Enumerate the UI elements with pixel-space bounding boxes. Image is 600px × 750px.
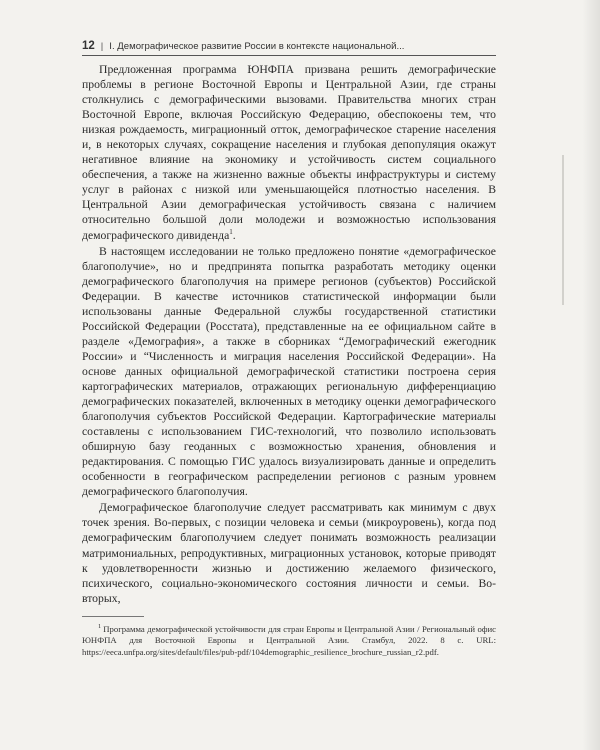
footnote-divider	[82, 616, 144, 617]
paragraph-2: В настоящем исследовании не только предложено понятие «демографическое благополучие», но и предпринята попытка разработать методику оценки демографического благополучия на примере регионов (субъектов) Российской Федерации. В качестве источников статистической информации были использованы данные Федеральной службы государственной статистики Российской Федерации (Росстата), представленные на ее официальном сайте в разделе «Демография», а также в сборниках “Демографический ежегодник России» и “Численность и миграция населения Российской Федерации». На основе данных официальной демографической статистики построена серия картографических материалов, отражающих региональную дифференциацию демографических показателей, включенных в методику оценки демографического благополучия субъектов Российской Федерации. Картографические материалы составлены с использованием ГИС-технологий, что позволило использовать обширную базу геоданных с возможностью хранения, обновления и редактирования. С помощью ГИС удалось визуализировать данные и определить особенности в географическом распределении регионов с разным уровнем демографического благополучия.	[82, 244, 496, 499]
paragraph-1: Предложенная программа ЮНФПА призвана решить демографические проблемы в регионе Восточной Европы и Центральной Азии, где страны столкнулись с демографическими вызовами. Правительства многих стран Восточной Европе, включая Российскую Федерацию, обеспокоены тем, что низкая рождаемость, миграционный отток, демографическое старение населения и, в некоторых случаях, сокращение населения и глубокая депопуляция окажут негативное влияние на экономику и устойчивость систем социального обеспечения, а также на жизненно важные объекты инфраструктуры и систему услуг в районах с низкой или уменьшающейся плотностью населения. В Центральной Азии демографическая устойчивость связана с наличием относительно большой доли молодежи и возможностью использования демографического дивиденда$^1$.	[82, 63, 496, 242]
page-number: 12	[82, 40, 95, 52]
body-text	[82, 62, 496, 606]
page-edge-shadow	[582, 0, 600, 750]
footnote-text: Программа демографической устойчивости для стран Европы и Центральной Азии / Региональный офис ЮНФПА для Восточной Европы и Центральной Азии. Стамбул, 2022. 8 с. URL: https://eeca.unfpa.org/sites/default/files/pub-pdf/104demographic_resilience_brochure_russian_r2.pdf.	[82, 623, 496, 657]
running-title: I. Демографическое развитие России в контексте национальной...	[109, 40, 405, 52]
gutter-mark	[562, 155, 564, 305]
header-separator: |	[100, 40, 104, 52]
book-page	[82, 40, 496, 658]
footnote-reference[interactable]: 1	[229, 227, 233, 236]
paragraph-3: Демографическое благополучие следует рассматривать как минимум с двух точек зрения. Во-первых, с позиции человека и семьи (микроуровень), когда под демографическим благополучием следует понимать возможность реализации матримониальных, репродуктивных, миграционных установок, которые приводят к удовлетворенности жизнью и достижению желаемого физического, психического, социально-экономического состояния личности и семьи. Во-вторых,	[82, 501, 496, 605]
footnote-marker: 1	[98, 622, 102, 630]
running-header	[82, 40, 496, 56]
paragraph-1-text: Предложенная программа ЮНФПА призвана решить демографические проблемы в регионе Восточной Европы и Центральной Азии, где страны столкнулись с демографическими вызовами. Правительства многих стран Восточной Европе, включая Российскую Федерацию, обеспокоены тем, что низкая рождаемость, миграционный отток, демографическое старение населения и, в некоторых случаях, сокращение населения и глубокая депопуляция окажут негативное влияние на экономику и устойчивость систем социального обеспечения, а также на жизненно важные объекты инфраструктуры и систему услуг в районах с низкой или уменьшающейся плотностью населения. В Центральной Азии демографическая устойчивость связана с наличием относительно большой доли молодежи и возможностью использования демографического дивиденда	[82, 63, 496, 242]
footnote	[82, 621, 496, 659]
